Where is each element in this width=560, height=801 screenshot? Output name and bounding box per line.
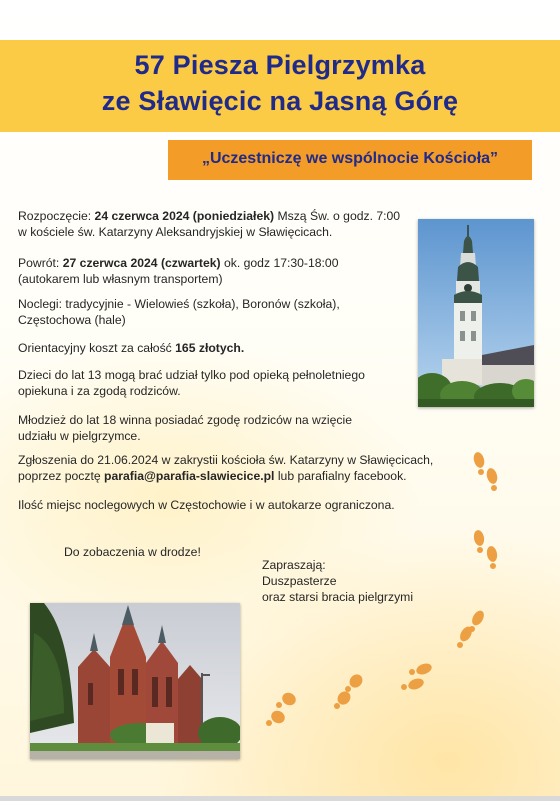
lodging-line1: Noclegi: tradycyjnie - Wielowieś (szkoła), Boronów (szkoła), [18, 297, 340, 311]
children-line2: opiekuna i za zgodą rodziców. [18, 384, 181, 398]
youth-info [18, 412, 418, 444]
motto-text: „Uczestniczę we wspólnocie Kościoła” [201, 150, 499, 167]
return-label: Powrót: [18, 256, 63, 270]
bottom-strip [0, 796, 560, 801]
return-date: 27 czerwca 2024 (czwartek) [62, 256, 221, 270]
poster-title-line2: ze Sławięcic na Jasną Górę [101, 86, 459, 116]
start-date: 24 czerwca 2024 (poniedziałek) [94, 209, 275, 223]
start-location: w kościele św. Katarzyny Aleksandryjskiej w Sławięcicach. [18, 225, 333, 239]
footprint-icon [262, 690, 300, 730]
slawiecice-church-photo [30, 603, 240, 759]
lodging-line2: Częstochowa (hale) [18, 313, 126, 327]
invitation-line3: oraz starsi bracia pielgrzymi [262, 590, 414, 604]
cost-info [18, 340, 418, 356]
invitation [262, 557, 413, 605]
footprint-icon [330, 672, 366, 712]
farewell-text: Do zobaczenia w drodze! [64, 545, 201, 559]
return-time: ok. godz 17:30-18:00 [220, 256, 339, 270]
start-mass-time: Mszą Św. o godz. 7:00 [274, 209, 401, 223]
jasna-gora-tower-photo [418, 219, 534, 407]
footprint-icon [470, 528, 502, 576]
lodging-info [18, 296, 418, 328]
limits-info: Ilość miejsc noclegowych w Częstochowie i w autokarze ograniczona. [18, 498, 395, 512]
footprint-icon [470, 450, 502, 498]
youth-line1: Młodzież do lat 18 winna posiadać zgodę rodziców na wzięcie [18, 413, 352, 427]
cost-text: Orientacyjny koszt za całość [18, 341, 176, 355]
registration-line1: Zgłoszenia do 21.06.2024 w zakrystii kościoła św. Katarzyny w Sławięcicach, [18, 453, 434, 467]
invitation-line1: Zapraszają: [262, 558, 326, 572]
registration-email[interactable]: parafia@parafia-slawiecice.pl [104, 469, 275, 483]
children-line1: Dzieci do lat 13 mogą brać udział tylko pod opieką pełnoletniego [18, 368, 365, 382]
children-info [18, 367, 418, 399]
return-info [18, 255, 418, 287]
registration-info [18, 452, 468, 484]
youth-line2: udziału w pielgrzymce. [18, 429, 141, 443]
start-info [18, 208, 413, 240]
cost-amount: 165 złotych. [175, 341, 245, 355]
invitation-line2: Duszpasterze [262, 574, 337, 588]
footprint-icon [392, 660, 436, 692]
return-transport: (autokarem lub własnym transportem) [18, 272, 223, 286]
registration-post: lub parafialny facebook. [274, 469, 407, 483]
registration-pre: poprzez pocztę [18, 469, 105, 483]
poster-title-line1: 57 Piesza Pielgrzymka [134, 50, 426, 80]
motto-box [168, 140, 532, 180]
start-label: Rozpoczęcie: [18, 209, 95, 223]
footprint-icon [454, 608, 488, 654]
